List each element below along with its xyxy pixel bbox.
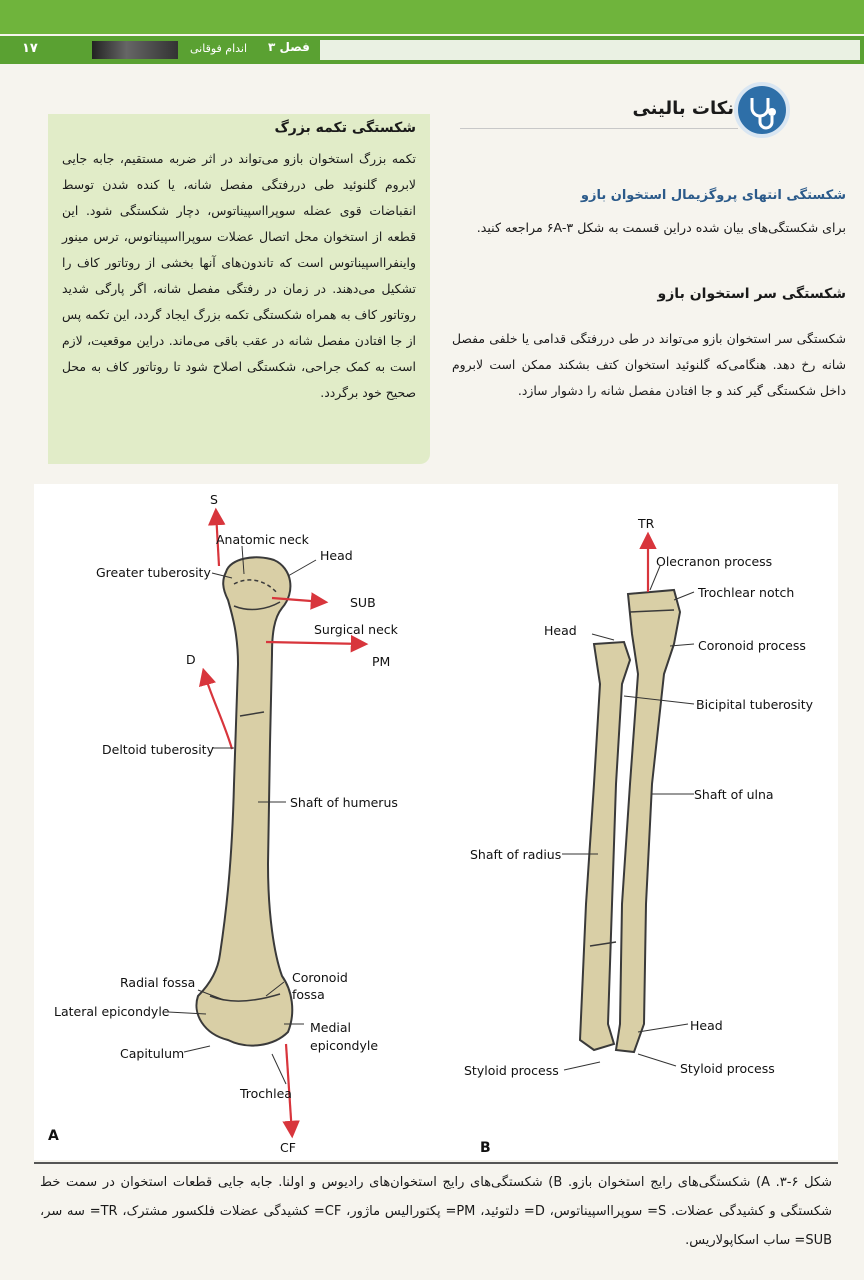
- top-color-band: [0, 0, 864, 34]
- label-sub: SUB: [350, 595, 376, 610]
- stethoscope-icon: [734, 82, 790, 138]
- header-strip: [320, 40, 860, 60]
- label-olecranon-process: Olecranon process: [656, 554, 773, 569]
- label-coronoid-process: Coronoid process: [698, 638, 806, 653]
- chapter-title: اندام فوقانی: [190, 42, 248, 55]
- green-box-title: شکستگی تکمه بزرگ: [274, 120, 416, 136]
- humeral-head-paragraph: شکستگی سر استخوان بازو می‌تواند در طی دررفتگی قدامی یا خلفی مفصل شانه رخ دهد. هنگامی‌که گلنوئید استخوان کتف بشکند ممکن است لابروم داخل شکستگی گیر کند و جا افتادن مفصل شانه را دشوار سازد.: [452, 331, 846, 398]
- panel-a-letter: A: [48, 1128, 59, 1144]
- label-s: S: [210, 492, 218, 507]
- label-head-ulna-bottom: Head: [690, 1018, 723, 1033]
- fracture-figure: [34, 484, 838, 1160]
- header-thumbnail-image: [92, 41, 178, 59]
- label-trochlear-notch: Trochlear notch: [698, 585, 795, 600]
- label-surgical-neck: Surgical neck: [314, 622, 398, 637]
- label-lateral-epicondyle: Lateral epicondyle: [54, 1004, 170, 1019]
- green-box-body: تکمه بزرگ استخوان بازو می‌تواند در اثر ضربه مستقیم، جابه جایی لابروم گلنوئید طی دررفتگی مفصل شانه، یا کنده شدن توسط انقباضات قوی عضله سوپرااسپیناتوس، دچار شکستگی شود. این قطعه از استخوان محل اتصال عضلات سوپرااسپیناتوس، ترس مینور واینفرااسپیناتوس است که تاندون‌های آنها بخشی از روتاتور کاف را تشکیل می‌دهند. در زمان در رفتگی مفصل شانه، اگر پارگی شدید روتاتور کاف به همراه شکستگی تکمه بزرگ ایجاد گردد، این تکمه پس از جا افتادن مفصل شانه در عقب باقی می‌ماند. دراین موقعیت، لازم است به کمک جراحی، شکستگی اصلاح شود تا روتاتور کاف به محل صحیح خود برگردد.: [62, 151, 416, 400]
- humerus-bone: [196, 557, 292, 1045]
- label-bicipital-tuberosity: Bicipital tuberosity: [696, 697, 814, 712]
- greater-tuberosity-box: [48, 114, 430, 464]
- caption-divider: [34, 1162, 838, 1164]
- label-anatomic-neck: Anatomic neck: [216, 532, 309, 547]
- label-greater-tuberosity: Greater tuberosity: [96, 565, 211, 580]
- page-number: ١٧: [22, 41, 38, 56]
- proximal-humerus-subtitle: شکستگی انتهای پروگزیمال استخوان بازو: [580, 188, 846, 203]
- label-shaft-of-radius: Shaft of radius: [470, 847, 562, 862]
- label-styloid-process-right: Styloid process: [680, 1061, 775, 1076]
- label-radial-fossa: Radial fossa: [120, 975, 196, 990]
- humeral-head-subtitle: شکستگی سر استخوان بازو: [657, 286, 846, 302]
- page-header: [0, 36, 864, 64]
- label-capitulum: Capitulum: [120, 1046, 185, 1061]
- label-shaft-of-ulna: Shaft of ulna: [694, 787, 774, 802]
- radius-ulna-bones: [580, 590, 680, 1052]
- label-cf: CF: [280, 1140, 296, 1155]
- label-tr: TR: [638, 516, 655, 531]
- label-head-humerus: Head: [320, 548, 353, 563]
- label-medial-epicondyle-line1: Medial: [310, 1020, 352, 1035]
- label-pm: PM: [372, 654, 391, 669]
- label-styloid-process-left: Styloid process: [464, 1063, 559, 1078]
- label-coronoid-fossa-line2: fossa: [292, 987, 325, 1002]
- proximal-humerus-paragraph: برای شکستگی‌های بیان شده دراین قسمت به شکل ۶A-۳ مراجعه کنید.: [476, 220, 846, 235]
- label-head-radius-top: Head: [544, 623, 577, 638]
- panel-b-letter: B: [480, 1140, 491, 1156]
- label-deltoid-tuberosity: Deltoid tuberosity: [102, 742, 214, 757]
- label-medial-epicondyle-line2: epicondyle: [310, 1038, 379, 1053]
- label-coronoid-fossa-line1: Coronoid: [292, 970, 348, 985]
- label-shaft-of-humerus: Shaft of humerus: [290, 795, 398, 810]
- label-d: D: [186, 652, 196, 667]
- label-trochlea: Trochlea: [240, 1086, 292, 1101]
- figure-caption: شکل ۶-۳. A) شکستگی‌های رایج استخوان بازو. B) شکستگی‌های رایج استخوان‌های رادیوس و اولنا. جابه جایی قطعات استخوان در سمت خط شکستگی و کشیدگی عضلات. S= سوپرااسپیناتوس، D= دلتوئید، PM= پکتورالیس ماژور، CF= کشیدگی عضلات فلکسور مشترک، TR= سه سر، SUB= ساب اسکاپولاریس.: [40, 1175, 832, 1248]
- clinical-title-rule: [460, 128, 738, 129]
- chapter-label: فصل ۳: [268, 40, 310, 54]
- clinical-notes-title: نکات بالینی: [632, 98, 734, 119]
